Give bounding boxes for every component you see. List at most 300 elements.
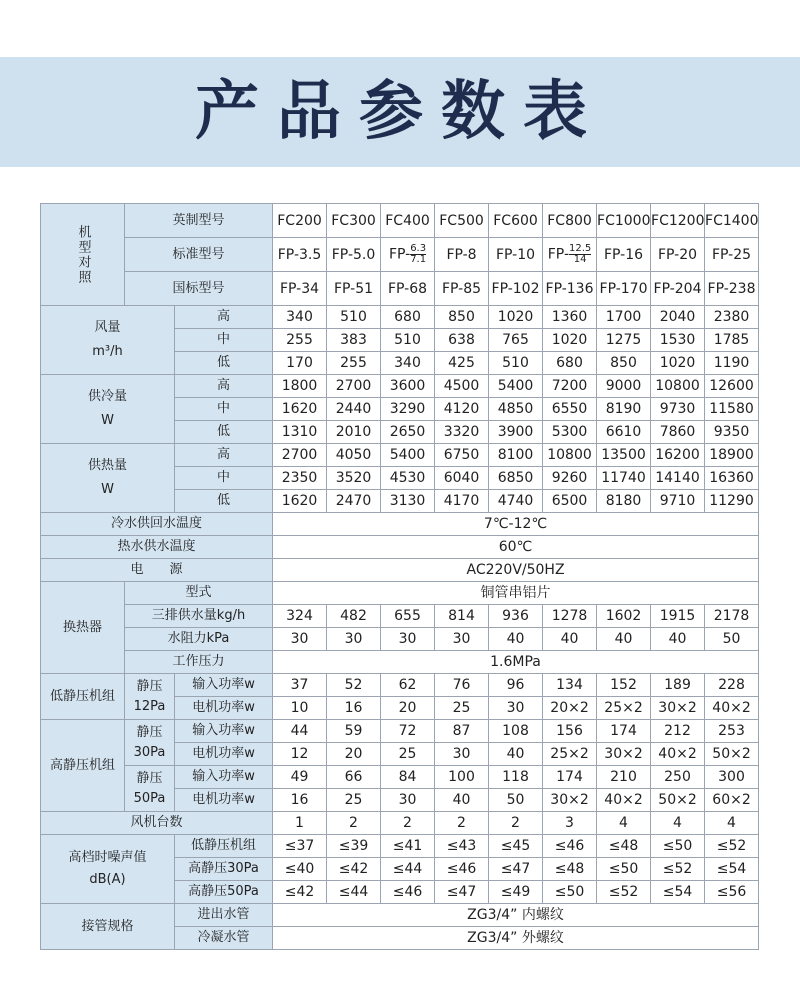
value-cell: 2470 <box>327 490 381 513</box>
hx-row <box>41 651 759 674</box>
frac-num: 12.5 <box>569 243 592 254</box>
value-cell: 87 <box>435 720 489 743</box>
hx-row <box>41 628 759 651</box>
value-cell: 9710 <box>651 490 705 513</box>
hx-press-value: 1.6MPa <box>273 651 759 674</box>
value-cell: ≤42 <box>327 858 381 881</box>
value-cell: 4050 <box>327 444 381 467</box>
sub-label: 中 <box>175 398 273 421</box>
value-cell: 6040 <box>435 467 489 490</box>
value-cell: 152 <box>597 674 651 697</box>
value-cell: 340 <box>273 306 327 329</box>
value-cell: 2440 <box>327 398 381 421</box>
static-pressure <box>125 720 175 766</box>
value-cell: 4740 <box>489 490 543 513</box>
value-cell: 482 <box>327 605 381 628</box>
value-cell: 383 <box>327 329 381 352</box>
value-cell: 212 <box>651 720 705 743</box>
value-cell: FC400 <box>381 204 435 238</box>
value-cell: 30 <box>381 628 435 651</box>
span-row <box>41 536 759 559</box>
value-cell: 40 <box>651 628 705 651</box>
value-cell: 49 <box>273 766 327 789</box>
value-cell: FC1400 <box>705 204 759 238</box>
value-cell: 108 <box>489 720 543 743</box>
model-row <box>41 204 759 238</box>
value-cell: ≤54 <box>705 858 759 881</box>
value-cell: 13500 <box>597 444 651 467</box>
value-cell <box>381 238 435 272</box>
value-cell: 3520 <box>327 467 381 490</box>
value-cell: 2 <box>489 812 543 835</box>
model-label: 英制型号 <box>125 204 273 238</box>
value-cell: 8190 <box>597 398 651 421</box>
frac-prefix: FP- <box>547 246 569 263</box>
value-cell: ≤46 <box>381 881 435 904</box>
value-cell: 6550 <box>543 398 597 421</box>
fans-label: 风机台数 <box>41 812 273 835</box>
value-cell: 3130 <box>381 490 435 513</box>
label-line: 静压 <box>136 724 163 740</box>
value-cell: 1620 <box>273 398 327 421</box>
frac <box>569 244 591 265</box>
value-cell: FC800 <box>543 204 597 238</box>
value-cell: 30 <box>381 789 435 812</box>
value-cell: 72 <box>381 720 435 743</box>
input-power-label: 输入功率w <box>175 720 273 743</box>
value-cell: FP-3.5 <box>273 238 327 272</box>
value-cell: 50 <box>489 789 543 812</box>
value-cell: ≤48 <box>597 835 651 858</box>
sub-label: 高 <box>175 306 273 329</box>
value-cell: 2 <box>327 812 381 835</box>
value-cell: ≤47 <box>489 858 543 881</box>
group-label <box>41 375 175 444</box>
value-cell: 936 <box>489 605 543 628</box>
value-cell: ≤56 <box>705 881 759 904</box>
value-cell: 680 <box>543 352 597 375</box>
value-cell: 20 <box>381 697 435 720</box>
value-cell: FP-51 <box>327 272 381 306</box>
label-line: 风量 <box>94 320 121 335</box>
high-static-row <box>41 720 759 743</box>
label-line: 12Pa <box>133 698 166 714</box>
value-cell: 8180 <box>597 490 651 513</box>
page-title: 产品参数表 <box>195 75 605 149</box>
value-cell: ≤47 <box>435 881 489 904</box>
value-cell: 16 <box>273 789 327 812</box>
span-value: 60℃ <box>273 536 759 559</box>
value-cell: 100 <box>435 766 489 789</box>
model-row <box>41 272 759 306</box>
value-cell: FC1000 <box>597 204 651 238</box>
value-cell: 50×2 <box>705 743 759 766</box>
hx-row <box>41 605 759 628</box>
value-cell: 1915 <box>651 605 705 628</box>
model-label: 国标型号 <box>125 272 273 306</box>
value-cell: 25×2 <box>597 697 651 720</box>
value-cell: 170 <box>273 352 327 375</box>
value-cell: 9350 <box>705 421 759 444</box>
hx-press-label: 工作压力 <box>125 651 273 674</box>
value-cell: 189 <box>651 674 705 697</box>
value-cell: 30×2 <box>597 743 651 766</box>
value-cell: 2 <box>381 812 435 835</box>
span-row <box>41 513 759 536</box>
value-cell: 1020 <box>489 306 543 329</box>
high-static-row <box>41 766 759 789</box>
value-cell: 10 <box>273 697 327 720</box>
value-cell: 1360 <box>543 306 597 329</box>
hx-res-label: 水阻力kPa <box>125 628 273 651</box>
value-cell: 50×2 <box>651 789 705 812</box>
value-cell: 2700 <box>327 375 381 398</box>
value-cell: 253 <box>705 720 759 743</box>
sub-label: 中 <box>175 467 273 490</box>
value-cell: ≤45 <box>489 835 543 858</box>
value-cell: 210 <box>597 766 651 789</box>
value-cell: 37 <box>273 674 327 697</box>
value-cell: 30×2 <box>543 789 597 812</box>
value-cell: ≤50 <box>543 881 597 904</box>
value-cell: 228 <box>705 674 759 697</box>
noise-label <box>41 835 175 904</box>
value-cell: FC300 <box>327 204 381 238</box>
value-cell: 6750 <box>435 444 489 467</box>
value-cell: ≤42 <box>273 881 327 904</box>
sub-label: 低 <box>175 490 273 513</box>
value-cell: 324 <box>273 605 327 628</box>
value-cell: 680 <box>381 306 435 329</box>
value-cell: FP-10 <box>489 238 543 272</box>
value-cell: 2178 <box>705 605 759 628</box>
value-cell: 30×2 <box>651 697 705 720</box>
value-cell <box>543 238 597 272</box>
frac <box>410 244 426 265</box>
noise-row <box>41 835 759 858</box>
value-cell: 9260 <box>543 467 597 490</box>
value-cell: 6850 <box>489 467 543 490</box>
noise-sub-label: 高静压30Pa <box>175 858 273 881</box>
value-cell: 30 <box>435 743 489 766</box>
label-line: 供冷量 <box>87 389 127 404</box>
label-line: 高档时噪声值 <box>68 850 147 865</box>
value-cell: 4 <box>597 812 651 835</box>
value-cell: 1700 <box>597 306 651 329</box>
value-cell: 40 <box>489 743 543 766</box>
title-banner <box>0 57 800 167</box>
value-cell: 3290 <box>381 398 435 421</box>
value-cell: FP-20 <box>651 238 705 272</box>
value-cell: 118 <box>489 766 543 789</box>
value-cell: 300 <box>705 766 759 789</box>
high-static-label: 高静压机组 <box>41 720 125 812</box>
value-cell: 8100 <box>489 444 543 467</box>
value-cell: FP-34 <box>273 272 327 306</box>
sub-label: 高 <box>175 444 273 467</box>
value-cell: 1278 <box>543 605 597 628</box>
value-cell: FP-238 <box>705 272 759 306</box>
value-cell: 76 <box>435 674 489 697</box>
value-cell: 11290 <box>705 490 759 513</box>
value-cell: ≤40 <box>273 858 327 881</box>
value-cell: 25 <box>435 697 489 720</box>
spec-table <box>40 203 759 950</box>
span-label: 冷水供回水温度 <box>41 513 273 536</box>
value-cell: FP-5.0 <box>327 238 381 272</box>
value-cell: 2350 <box>273 467 327 490</box>
value-cell: 50 <box>705 628 759 651</box>
noise-sub-label: 低静压机组 <box>175 835 273 858</box>
value-cell: 40 <box>489 628 543 651</box>
label-line: 供热量 <box>87 458 127 473</box>
value-cell: 6500 <box>543 490 597 513</box>
hx-type-label: 型式 <box>125 582 273 605</box>
value-cell: 10800 <box>651 375 705 398</box>
frac-den: 7.1 <box>410 254 427 265</box>
motor-power-label: 电机功率w <box>175 789 273 812</box>
value-cell: 2700 <box>273 444 327 467</box>
value-cell: 2 <box>435 812 489 835</box>
value-cell: 25 <box>381 743 435 766</box>
inlet-pipe-value: ZG3/4” 内螺纹 <box>273 904 759 927</box>
value-cell: FP-85 <box>435 272 489 306</box>
data-row <box>41 444 759 467</box>
value-cell: 4500 <box>435 375 489 398</box>
value-cell: FP-68 <box>381 272 435 306</box>
value-cell: FC600 <box>489 204 543 238</box>
value-cell: ≤37 <box>273 835 327 858</box>
value-cell: 30 <box>327 628 381 651</box>
label-line: m³/h <box>92 344 123 359</box>
value-cell: 40×2 <box>651 743 705 766</box>
value-cell: 11580 <box>705 398 759 421</box>
pipes-label: 接管规格 <box>41 904 175 950</box>
label-line: W <box>101 482 114 497</box>
low-static-label: 低静压机组 <box>41 674 125 720</box>
value-cell: 850 <box>597 352 651 375</box>
motor-power-label: 电机功率w <box>175 743 273 766</box>
value-cell: FC1200 <box>651 204 705 238</box>
input-power-label: 输入功率w <box>175 674 273 697</box>
hx-label: 换热器 <box>41 582 125 674</box>
value-cell: ≤50 <box>651 835 705 858</box>
value-cell: 255 <box>273 329 327 352</box>
value-cell: 1020 <box>543 329 597 352</box>
value-cell: 1620 <box>273 490 327 513</box>
value-cell: 425 <box>435 352 489 375</box>
span-row <box>41 559 759 582</box>
value-cell: 60×2 <box>705 789 759 812</box>
value-cell: 638 <box>435 329 489 352</box>
group-label <box>41 306 175 375</box>
value-cell: 1785 <box>705 329 759 352</box>
value-cell: 4850 <box>489 398 543 421</box>
value-cell: ≤46 <box>543 835 597 858</box>
span-label: 热水供水温度 <box>41 536 273 559</box>
value-cell: 10800 <box>543 444 597 467</box>
value-cell: 5300 <box>543 421 597 444</box>
value-cell: 14140 <box>651 467 705 490</box>
value-cell: 6610 <box>597 421 651 444</box>
value-cell: ≤49 <box>489 881 543 904</box>
value-cell: FC200 <box>273 204 327 238</box>
value-cell: 1800 <box>273 375 327 398</box>
value-cell: 5400 <box>381 444 435 467</box>
drain-pipe-value: ZG3/4” 外螺纹 <box>273 927 759 950</box>
value-cell: 12 <box>273 743 327 766</box>
sub-label: 低 <box>175 352 273 375</box>
hx-row <box>41 582 759 605</box>
value-cell: 255 <box>327 352 381 375</box>
value-cell: ≤48 <box>543 858 597 881</box>
value-cell: 18900 <box>705 444 759 467</box>
value-cell: 174 <box>597 720 651 743</box>
noise-sub-label: 高静压50Pa <box>175 881 273 904</box>
value-cell: ≤52 <box>651 858 705 881</box>
value-cell: ≤44 <box>381 858 435 881</box>
value-cell: 1602 <box>597 605 651 628</box>
value-cell: FP-170 <box>597 272 651 306</box>
value-cell: 59 <box>327 720 381 743</box>
frac-den: 14 <box>569 254 591 265</box>
value-cell: 40 <box>597 628 651 651</box>
value-cell: 4 <box>651 812 705 835</box>
value-cell: 25 <box>327 789 381 812</box>
value-cell: ≤54 <box>651 881 705 904</box>
value-cell: 62 <box>381 674 435 697</box>
value-cell: FP-25 <box>705 238 759 272</box>
value-cell: 655 <box>381 605 435 628</box>
motor-power-label: 电机功率w <box>175 697 273 720</box>
models-header: 机型对照 <box>41 204 125 306</box>
value-cell: 20×2 <box>543 697 597 720</box>
value-cell: 52 <box>327 674 381 697</box>
value-cell: 510 <box>381 329 435 352</box>
value-cell: 2380 <box>705 306 759 329</box>
value-cell: 250 <box>651 766 705 789</box>
hx-flow-label: 三排供水量kg/h <box>125 605 273 628</box>
value-cell: 4 <box>705 812 759 835</box>
value-cell: FP-16 <box>597 238 651 272</box>
value-cell: 850 <box>435 306 489 329</box>
model-row <box>41 238 759 272</box>
value-cell: 9730 <box>651 398 705 421</box>
data-row <box>41 306 759 329</box>
label-line: 静压 <box>136 678 163 694</box>
fans-row <box>41 812 759 835</box>
value-cell: 510 <box>489 352 543 375</box>
value-cell: ≤41 <box>381 835 435 858</box>
value-cell: 96 <box>489 674 543 697</box>
value-cell: 156 <box>543 720 597 743</box>
label-line: dB(A) <box>89 872 126 887</box>
value-cell: FP-8 <box>435 238 489 272</box>
value-cell: 30 <box>489 697 543 720</box>
sub-label: 低 <box>175 421 273 444</box>
low-static-row <box>41 674 759 697</box>
value-cell: 4530 <box>381 467 435 490</box>
span-value: AC220V/50HZ <box>273 559 759 582</box>
sub-label: 中 <box>175 329 273 352</box>
value-cell: 4120 <box>435 398 489 421</box>
value-cell: ≤52 <box>597 881 651 904</box>
value-cell: 174 <box>543 766 597 789</box>
value-cell: 7200 <box>543 375 597 398</box>
value-cell: 12600 <box>705 375 759 398</box>
value-cell: ≤44 <box>327 881 381 904</box>
value-cell: ≤43 <box>435 835 489 858</box>
static-pressure <box>125 674 175 720</box>
span-value: 7℃-12℃ <box>273 513 759 536</box>
value-cell: 9000 <box>597 375 651 398</box>
value-cell: 3900 <box>489 421 543 444</box>
value-cell: ≤52 <box>705 835 759 858</box>
value-cell: 25×2 <box>543 743 597 766</box>
value-cell: 2010 <box>327 421 381 444</box>
data-row <box>41 375 759 398</box>
value-cell: 1190 <box>705 352 759 375</box>
model-label: 标准型号 <box>125 238 273 272</box>
value-cell: FP-204 <box>651 272 705 306</box>
value-cell: 814 <box>435 605 489 628</box>
frac-prefix: FP- <box>388 246 411 263</box>
value-cell: 44 <box>273 720 327 743</box>
value-cell: 510 <box>327 306 381 329</box>
inlet-pipe-label: 进出水管 <box>175 904 273 927</box>
value-cell: 40 <box>435 789 489 812</box>
label-line: 静压 <box>136 770 163 786</box>
value-cell: 1530 <box>651 329 705 352</box>
value-cell: 4170 <box>435 490 489 513</box>
static-pressure <box>125 766 175 812</box>
value-cell: 40×2 <box>597 789 651 812</box>
drain-pipe-label: 冷凝水管 <box>175 927 273 950</box>
value-cell: 16200 <box>651 444 705 467</box>
span-label: 电 源 <box>41 559 273 582</box>
input-power-label: 输入功率w <box>175 766 273 789</box>
value-cell: 11740 <box>597 467 651 490</box>
group-label <box>41 444 175 513</box>
value-cell: ≤50 <box>597 858 651 881</box>
value-cell: 3 <box>543 812 597 835</box>
value-cell: 2650 <box>381 421 435 444</box>
value-cell: 16360 <box>705 467 759 490</box>
frac-num: 6.3 <box>410 243 427 254</box>
label-line: W <box>101 413 114 428</box>
value-cell: 1020 <box>651 352 705 375</box>
value-cell: FP-102 <box>489 272 543 306</box>
label-line: 50Pa <box>133 790 166 806</box>
value-cell: 1275 <box>597 329 651 352</box>
hx-type-value: 铜管串铝片 <box>273 582 759 605</box>
value-cell: 1 <box>273 812 327 835</box>
value-cell: 40 <box>543 628 597 651</box>
value-cell: 66 <box>327 766 381 789</box>
value-cell: FP-136 <box>543 272 597 306</box>
value-cell: 84 <box>381 766 435 789</box>
value-cell: 765 <box>489 329 543 352</box>
value-cell: ≤39 <box>327 835 381 858</box>
value-cell: 340 <box>381 352 435 375</box>
pipe-row <box>41 904 759 927</box>
value-cell: 3320 <box>435 421 489 444</box>
value-cell: 2040 <box>651 306 705 329</box>
value-cell: 20 <box>327 743 381 766</box>
value-cell: 16 <box>327 697 381 720</box>
value-cell: 40×2 <box>705 697 759 720</box>
label-line: 30Pa <box>133 744 166 760</box>
